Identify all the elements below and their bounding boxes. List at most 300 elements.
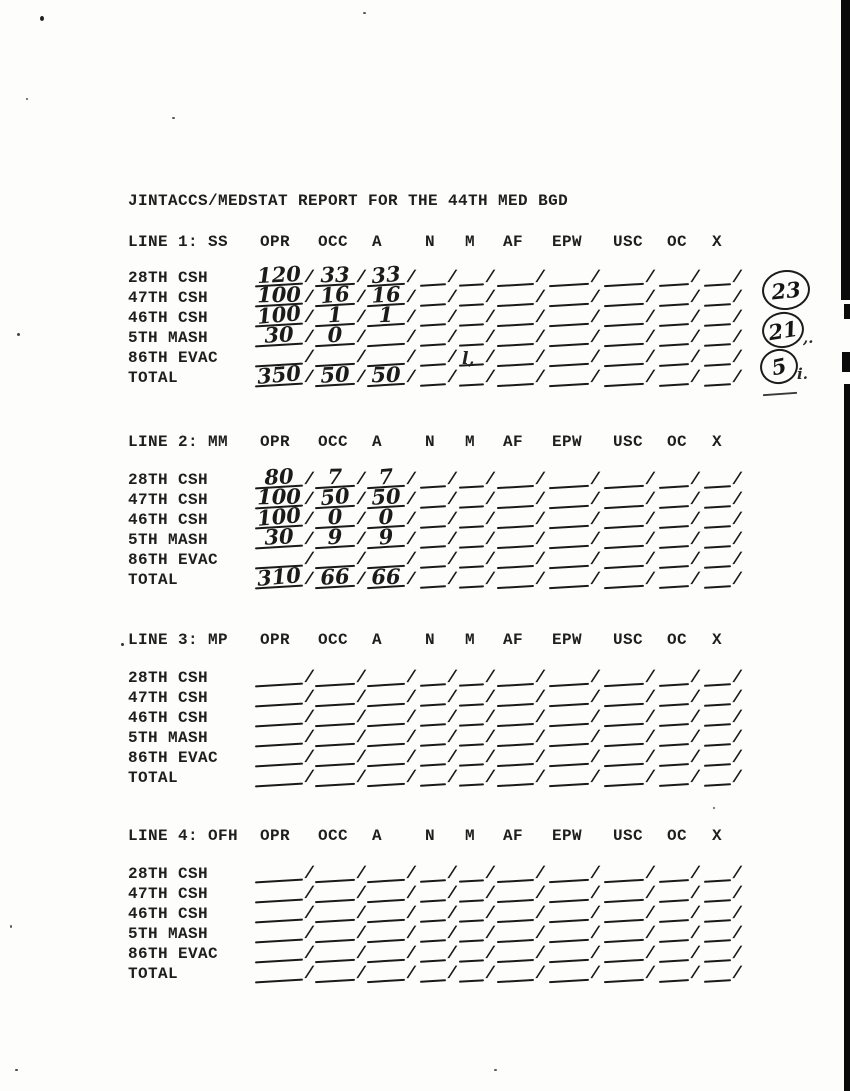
blank-field-line [255, 702, 303, 707]
blank-field-line [549, 302, 589, 307]
field-separator-slash: / [534, 551, 547, 570]
blank-field-line [459, 343, 484, 347]
column-header: EPW [552, 433, 583, 451]
blank-field-line [459, 919, 484, 923]
field-separator-slash: / [303, 309, 316, 328]
handwritten-value: 310 [256, 562, 302, 591]
field-separator-slash: / [405, 769, 418, 788]
blank-field-line [659, 383, 689, 387]
field-separator-slash: / [644, 571, 657, 590]
field-separator-slash: / [589, 749, 602, 768]
blank-field-line [420, 283, 446, 287]
field-separator-slash: / [446, 511, 459, 530]
blank-field-line [420, 683, 446, 687]
field-separator-slash: / [303, 329, 316, 348]
column-header: OC [667, 233, 688, 251]
field-separator-slash: / [355, 945, 368, 964]
field-separator-slash: / [405, 511, 418, 530]
blank-field-line [704, 763, 731, 767]
field-separator-slash: / [589, 309, 602, 328]
scan-speck [26, 98, 28, 100]
field-separator-slash: / [689, 749, 702, 768]
field-separator-slash: / [534, 905, 547, 924]
field-separator-slash: / [644, 689, 657, 708]
blank-field-line [459, 485, 484, 489]
handwritten-value: 100 [256, 281, 302, 308]
blank-field-line [549, 544, 589, 549]
field-separator-slash: / [689, 329, 702, 348]
blank-field-line [497, 524, 534, 528]
blank-field-line [497, 978, 534, 982]
blank-field-line [549, 762, 589, 767]
report-title: JINTACCS/MEDSTAT REPORT FOR THE 44TH MED BGD [128, 192, 569, 210]
field-separator-slash: / [644, 885, 657, 904]
blank-field-line [549, 682, 589, 687]
column-header: M [465, 827, 476, 845]
blank-field-line [604, 524, 644, 529]
field-separator-slash: / [446, 729, 459, 748]
field-separator-slash: / [589, 491, 602, 510]
blank-field-line [367, 702, 405, 706]
field-separator-slash: / [589, 925, 602, 944]
blank-field-line [459, 703, 484, 707]
blank-field-line [704, 919, 731, 923]
unit-label: 47TH CSH [128, 885, 209, 903]
field-separator-slash: / [589, 905, 602, 924]
blank-field-line [549, 938, 589, 943]
blank-field-line [549, 878, 589, 883]
blank-field-line [604, 682, 644, 687]
field-separator-slash: / [644, 925, 657, 944]
field-separator-slash: / [689, 769, 702, 788]
field-separator-slash: / [355, 551, 368, 570]
field-separator-slash: / [355, 769, 368, 788]
blank-field-line [459, 959, 484, 963]
section-label: LINE 3: MP [128, 631, 229, 649]
blank-field-line [497, 484, 534, 488]
unit-label: 5TH MASH [128, 729, 209, 747]
field-separator-slash: / [446, 289, 459, 308]
field-separator-slash: / [589, 729, 602, 748]
field-separator-slash: / [644, 551, 657, 570]
blank-field-line [497, 342, 534, 346]
blank-field-line [604, 282, 644, 287]
blank-field-line [497, 762, 534, 766]
field-separator-slash: / [589, 865, 602, 884]
stray-mark-dash [763, 392, 797, 396]
field-separator-slash: / [589, 369, 602, 388]
field-separator-slash: / [589, 289, 602, 308]
field-separator-slash: / [534, 289, 547, 308]
unit-label: 46TH CSH [128, 905, 209, 923]
field-separator-slash: / [446, 709, 459, 728]
field-separator-slash: / [644, 349, 657, 368]
field-separator-slash: / [731, 905, 744, 924]
column-header: OCC [318, 433, 349, 451]
field-separator-slash: / [484, 349, 497, 368]
blank-field-line [604, 564, 644, 569]
column-header: USC [613, 827, 644, 845]
blank-field-line [255, 722, 303, 727]
field-separator-slash: / [405, 749, 418, 768]
field-separator-slash: / [689, 551, 702, 570]
field-separator-slash: / [355, 709, 368, 728]
handwritten-circled-note: 23 [760, 268, 812, 313]
unit-label: 47TH CSH [128, 491, 209, 509]
blank-field-line [420, 505, 446, 509]
field-separator-slash: / [644, 369, 657, 388]
field-separator-slash: / [534, 349, 547, 368]
column-header: M [465, 433, 476, 451]
blank-field-line [549, 524, 589, 529]
blank-field-line [255, 762, 303, 767]
field-separator-slash: / [534, 709, 547, 728]
field-separator-slash: / [689, 511, 702, 530]
unit-label: 28TH CSH [128, 669, 209, 687]
blank-field-line [659, 879, 689, 883]
blank-field-line [497, 544, 534, 548]
column-header: N [425, 827, 436, 845]
field-separator-slash: / [484, 945, 497, 964]
blank-field-line [497, 302, 534, 306]
blank-field-line [549, 282, 589, 287]
blank-field-line [459, 979, 484, 983]
unit-label: 86TH EVAC [128, 551, 219, 569]
blank-field-line [459, 565, 484, 569]
blank-field-line [549, 362, 589, 367]
unit-label: TOTAL [128, 769, 179, 787]
column-header: AF [503, 433, 524, 451]
field-separator-slash: / [484, 729, 497, 748]
scan-speck [17, 333, 20, 336]
blank-field-line [255, 898, 303, 903]
field-separator-slash: / [355, 329, 368, 348]
blank-field-line [315, 782, 355, 787]
blank-field-line [659, 565, 689, 569]
field-separator-slash: / [484, 965, 497, 984]
field-separator-slash: / [303, 749, 316, 768]
blank-field-line [659, 763, 689, 767]
scan-speck [15, 1069, 18, 1071]
section-label: LINE 2: MM [128, 433, 229, 451]
field-separator-slash: / [644, 905, 657, 924]
blank-field-line [497, 722, 534, 726]
blank-field-line [497, 584, 534, 588]
field-separator-slash: / [589, 471, 602, 490]
blank-field-line [459, 723, 484, 727]
blank-field-line [704, 979, 731, 983]
blank-field-line [367, 958, 405, 962]
handwritten-value: 7 [377, 463, 395, 490]
field-separator-slash: / [644, 289, 657, 308]
unit-label: 86TH EVAC [128, 349, 219, 367]
handwritten-value: 33 [320, 261, 350, 288]
unit-label: TOTAL [128, 369, 179, 387]
blank-field-line [459, 505, 484, 509]
column-header: OPR [260, 631, 291, 649]
blank-field-line [459, 899, 484, 903]
field-separator-slash: / [689, 309, 702, 328]
blank-field-line [315, 938, 355, 943]
field-separator-slash: / [589, 269, 602, 288]
blank-field-line [604, 898, 644, 903]
blank-field-line [497, 878, 534, 882]
field-separator-slash: / [484, 551, 497, 570]
field-separator-slash: / [589, 965, 602, 984]
blank-field-line [659, 545, 689, 549]
field-separator-slash: / [731, 329, 744, 348]
field-separator-slash: / [689, 369, 702, 388]
field-separator-slash: / [355, 885, 368, 904]
field-separator-slash: / [446, 329, 459, 348]
column-header: USC [613, 631, 644, 649]
blank-field-line [704, 743, 731, 747]
field-separator-slash: / [689, 531, 702, 550]
column-header: AF [503, 631, 524, 649]
handwritten-value: 30 [263, 523, 295, 550]
field-separator-slash: / [689, 905, 702, 924]
field-separator-slash: / [589, 349, 602, 368]
field-separator-slash: / [355, 749, 368, 768]
blank-field-line [420, 545, 446, 549]
blank-field-line [459, 525, 484, 529]
column-header: N [425, 631, 436, 649]
section-label: LINE 4: OFH [128, 827, 239, 845]
blank-field-line [459, 879, 484, 883]
blank-field-line [704, 585, 731, 589]
field-separator-slash: / [355, 729, 368, 748]
field-separator-slash: / [405, 571, 418, 590]
unit-label: 86TH EVAC [128, 749, 219, 767]
blank-field-line [604, 342, 644, 347]
unit-label: 5TH MASH [128, 329, 209, 347]
handwritten-value: 9 [377, 523, 395, 550]
unit-label: 46TH CSH [128, 309, 209, 327]
blank-field-line [315, 702, 355, 707]
field-separator-slash: / [731, 669, 744, 688]
field-separator-slash: / [484, 689, 497, 708]
field-separator-slash: / [731, 551, 744, 570]
field-separator-slash: / [589, 709, 602, 728]
blank-field-line [604, 878, 644, 883]
blank-field-line [459, 939, 484, 943]
blank-field-line [549, 898, 589, 903]
field-separator-slash: / [534, 369, 547, 388]
field-separator-slash: / [689, 571, 702, 590]
blank-field-line [659, 343, 689, 347]
field-separator-slash: / [589, 571, 602, 590]
field-separator-slash: / [689, 709, 702, 728]
field-separator-slash: / [303, 269, 316, 288]
blank-field-line [420, 303, 446, 307]
field-separator-slash: / [303, 769, 316, 788]
field-separator-slash: / [446, 945, 459, 964]
unit-label: 46TH CSH [128, 709, 209, 727]
column-header: OC [667, 631, 688, 649]
blank-field-line [604, 918, 644, 923]
field-separator-slash: / [355, 669, 368, 688]
field-separator-slash: / [446, 769, 459, 788]
blank-field-line [420, 979, 446, 983]
blank-field-line [704, 899, 731, 903]
column-header: A [372, 433, 383, 451]
field-separator-slash: / [303, 905, 316, 924]
blank-field-line [549, 958, 589, 963]
field-separator-slash: / [644, 729, 657, 748]
field-separator-slash: / [446, 309, 459, 328]
blank-field-line [420, 703, 446, 707]
field-separator-slash: / [303, 925, 316, 944]
blank-field-line [459, 763, 484, 767]
blank-field-line [315, 682, 355, 687]
blank-field-line [659, 703, 689, 707]
field-separator-slash: / [644, 669, 657, 688]
field-separator-slash: / [484, 749, 497, 768]
field-separator-slash: / [534, 965, 547, 984]
field-separator-slash: / [689, 289, 702, 308]
field-separator-slash: / [303, 709, 316, 728]
field-separator-slash: / [534, 471, 547, 490]
field-separator-slash: / [303, 945, 316, 964]
field-separator-slash: / [534, 945, 547, 964]
column-header: M [465, 631, 476, 649]
handwritten-value: 9 [327, 523, 343, 550]
blank-field-line [497, 362, 534, 366]
blank-field-line [459, 303, 484, 307]
field-separator-slash: / [731, 865, 744, 884]
blank-field-line [420, 939, 446, 943]
blank-field-line [420, 565, 446, 569]
field-separator-slash: / [446, 885, 459, 904]
blank-field-line [315, 898, 355, 903]
field-separator-slash: / [405, 865, 418, 884]
field-separator-slash: / [731, 885, 744, 904]
field-separator-slash: / [355, 349, 368, 368]
blank-field-line [420, 743, 446, 747]
blank-field-line [459, 743, 484, 747]
field-separator-slash: / [731, 269, 744, 288]
unit-label: 86TH EVAC [128, 945, 219, 963]
blank-field-line [549, 722, 589, 727]
field-separator-slash: / [303, 571, 316, 590]
blank-field-line [704, 505, 731, 509]
blank-field-line [497, 918, 534, 922]
field-separator-slash: / [534, 571, 547, 590]
blank-field-line [549, 322, 589, 327]
column-header: OPR [260, 433, 291, 451]
field-separator-slash: / [534, 865, 547, 884]
blank-field-line [315, 742, 355, 747]
field-separator-slash: / [731, 709, 744, 728]
blank-field-line [704, 703, 731, 707]
column-header: USC [613, 233, 644, 251]
field-separator-slash: / [484, 709, 497, 728]
field-separator-slash: / [303, 729, 316, 748]
field-separator-slash: / [689, 269, 702, 288]
handwritten-value: 33 [370, 260, 402, 289]
blank-field-line [255, 958, 303, 963]
blank-field-line [704, 783, 731, 787]
blank-field-line [549, 978, 589, 983]
blank-field-line [367, 782, 405, 786]
blank-field-line [704, 363, 731, 367]
blank-field-line [459, 323, 484, 327]
blank-field-line [255, 878, 303, 883]
field-separator-slash: / [484, 769, 497, 788]
column-header: A [372, 631, 383, 649]
blank-field-line [420, 959, 446, 963]
field-separator-slash: / [405, 709, 418, 728]
scan-artifact-bar [842, 352, 850, 372]
field-separator-slash: / [446, 369, 459, 388]
field-separator-slash: / [731, 749, 744, 768]
field-separator-slash: / [534, 689, 547, 708]
blank-field-line [497, 938, 534, 942]
blank-field-line [420, 723, 446, 727]
unit-label: 5TH MASH [128, 925, 209, 943]
field-separator-slash: / [405, 329, 418, 348]
column-header: X [712, 631, 723, 649]
column-header: OC [667, 827, 688, 845]
column-header: N [425, 233, 436, 251]
field-separator-slash: / [484, 491, 497, 510]
blank-field-line [549, 504, 589, 509]
unit-label: 28TH CSH [128, 269, 209, 287]
field-separator-slash: / [589, 689, 602, 708]
field-separator-slash: / [731, 571, 744, 590]
blank-field-line [549, 382, 589, 387]
blank-field-line [497, 322, 534, 326]
blank-field-line [604, 382, 644, 387]
unit-label: 28TH CSH [128, 865, 209, 883]
blank-field-line [659, 959, 689, 963]
handwritten-value: 1 [327, 301, 343, 328]
field-separator-slash: / [355, 289, 368, 308]
field-separator-slash: / [731, 945, 744, 964]
blank-field-line [604, 742, 644, 747]
field-separator-slash: / [355, 925, 368, 944]
field-separator-slash: / [484, 885, 497, 904]
column-header: EPW [552, 631, 583, 649]
blank-field-line [420, 363, 446, 367]
blank-field-line [459, 545, 484, 549]
field-separator-slash: / [405, 945, 418, 964]
field-separator-slash: / [484, 511, 497, 530]
field-separator-slash: / [303, 289, 316, 308]
blank-field-line [659, 899, 689, 903]
blank-field-line [704, 545, 731, 549]
field-separator-slash: / [731, 769, 744, 788]
handwritten-value: 100 [256, 502, 302, 531]
field-separator-slash: / [731, 491, 744, 510]
blank-field-line [367, 682, 405, 686]
blank-field-line [704, 565, 731, 569]
handwritten-value: 16 [370, 281, 402, 308]
field-separator-slash: / [405, 369, 418, 388]
blank-field-line [704, 485, 731, 489]
field-separator-slash: / [405, 471, 418, 490]
field-separator-slash: / [446, 551, 459, 570]
field-separator-slash: / [355, 689, 368, 708]
blank-field-line [367, 978, 405, 982]
blank-field-line [367, 342, 405, 346]
blank-field-line [459, 283, 484, 287]
field-separator-slash: / [303, 965, 316, 984]
blank-field-line [704, 723, 731, 727]
unit-label: 5TH MASH [128, 531, 209, 549]
blank-field-line [549, 782, 589, 787]
handwritten-value: 50 [370, 483, 402, 510]
